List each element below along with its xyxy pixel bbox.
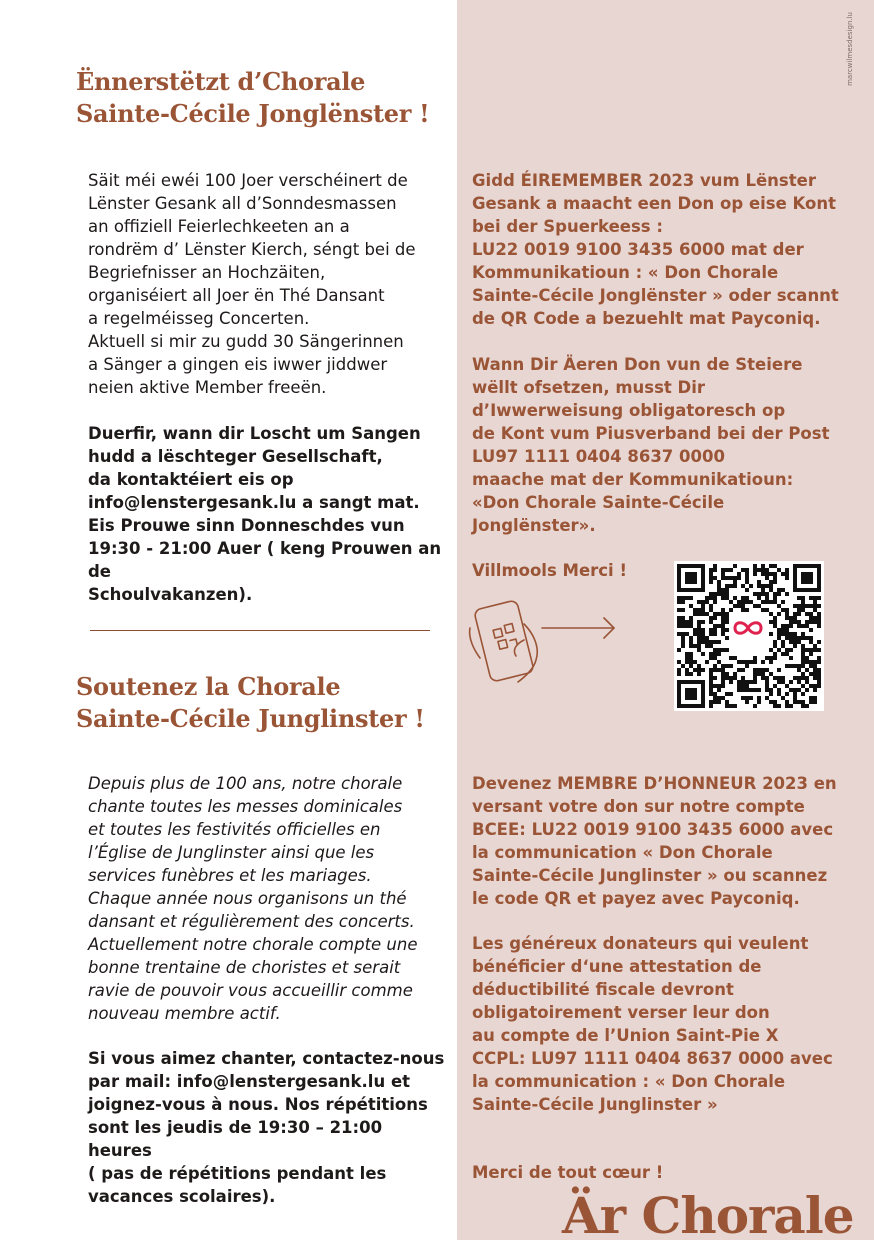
heading-lu-line1: Ënnerstëtzt d’Chorale: [76, 67, 366, 96]
footer-title: Är Chorale: [562, 1186, 854, 1245]
heading-fr-line1: Soutenez la Chorale: [76, 672, 341, 701]
intro-lu: Säit méi ewéi 100 Joer verschéinert de Lënster Gesank all d’Sonndesmassen an offiziell Feierlechkeeten an a rondrëm d’ Lënster Kierch, séngt bei de Begriefnisser an Hochzäiten, organiséiert all Joer ën Thé Dansant a regelméisseg Concerten. Aktuell si mir zu gudd 30 Sängerinnen a Sänger a gingen eis iwwer jiddwer neien aktive Member freeën.: [88, 171, 416, 397]
payconiq-logo-icon: [729, 616, 769, 656]
heading-lu-line2: Sainte-Cécile Jonglënster !: [76, 99, 430, 128]
section-divider: [90, 630, 430, 631]
call-fr: Si vous aimez chanter, contactez-nous par mail: info@lenstergesank.lu et joignez-vous à nous. Nos répétitions sont les jeudis de 19:30 – 21:00 heures ( pas de répétitions pendant les vacances scolaires).: [88, 1049, 445, 1206]
intro-fr: Depuis plus de 100 ans, notre chorale chante toutes les messes dominicales et toutes les festivités officielles en l’Église de Junglinster ainsi que les services funèbres et les mariages. Chaque année nous organisons un thé dansant et régulièrement des concerts. Actuellement notre chorale compte une bonne trentaine de choristes et serait ravie de pouvoir vous accueillir comme nouveau membre actif.: [88, 774, 418, 1023]
heading-fr: [76, 671, 425, 735]
call-lu: Duerfir, wann dir Loscht um Sangen hudd a lëschteger Gesellschaft, da kontaktéiert eis op info@lenstergesank.lu a sangt mat. Eis Prouwe sinn Donneschdes vun 19:30 - 21:00 Auer ( keng Prouwen an de Schoulvakanzen).: [88, 424, 442, 604]
designer-credit: marcwilmesdesign.lu: [846, 12, 854, 86]
thanks-fr: Merci de tout cœur !: [472, 1163, 664, 1182]
donation-lu: Gidd ÉIREMEMBER 2023 vum Lënster Gesank a maacht een Don op eise Kont bei der Spuerkeess : LU22 0019 9100 3435 6000 mat der Kommunikatioun : « Don Chorale Sainte-Cécile Jonglënster » oder scannt de QR Code a bezuehlt mat Payconiq.: [472, 171, 839, 328]
donation-fr: Devenez MEMBRE D’HONNEUR 2023 en versant votre don sur notre compte BCEE: LU22 0019 9100 3435 6000 avec la communication « Don Chorale Sainte-Cécile Junglinster » ou scannez le code QR et payez avec Payconiq.: [472, 774, 837, 908]
heading-lu: [76, 66, 429, 130]
thanks-lu: Villmools Merci !: [472, 561, 627, 580]
phone-scan-icon: [466, 598, 618, 690]
tax-donation-lu: Wann Dir Äeren Don vun de Steiere wëllt ofsetzen, musst Dir d’Iwwerweisung obligatoresch op de Kont vum Piusverband bei der Post LU97 1111 0404 8637 0000 maache mat der Kommunikatioun: «Don Chorale Sainte-Cécile Jonglënster».: [472, 355, 830, 535]
heading-fr-line2: Sainte-Cécile Junglinster !: [76, 704, 425, 733]
tax-donation-fr: Les généreux donateurs qui veulent bénéficier d‘une attestation de déductibilité fiscale devront obligatoirement verser leur don au compte de l’Union Saint-Pie X CCPL: LU97 1111 0404 8637 0000 avec la communication : « Don Chorale Sainte-Cécile Junglinster »: [472, 934, 833, 1114]
qr-code[interactable]: [674, 561, 824, 711]
